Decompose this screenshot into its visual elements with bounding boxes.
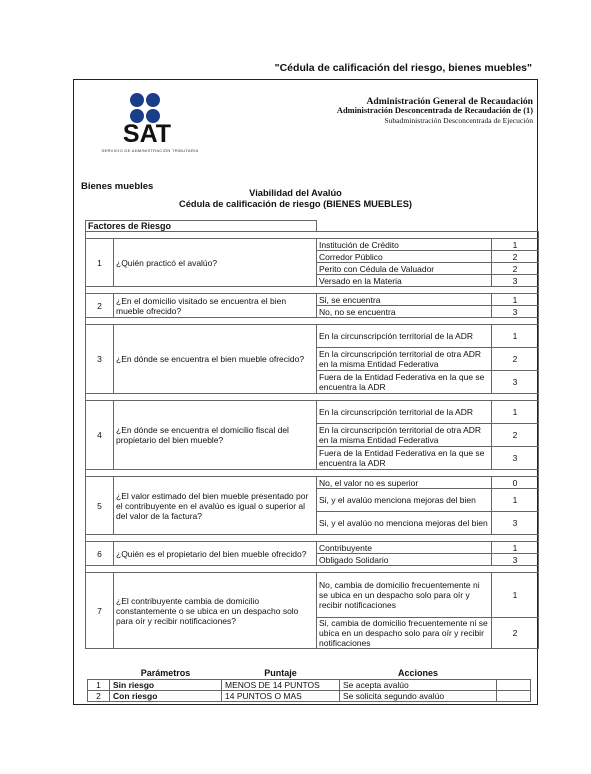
- factor-number: 7: [86, 573, 114, 649]
- option-label: Fuera de la Entidad Federativa en la que se encuentra la ADR: [317, 371, 492, 394]
- option-score: 2: [492, 251, 539, 263]
- option-score: 3: [492, 512, 539, 535]
- risk-factors-table: [85, 220, 539, 649]
- option-score: 3: [492, 275, 539, 287]
- option-label: Si, se encuentra: [317, 294, 492, 306]
- param-action: Se acepta avalúo: [340, 680, 497, 691]
- option-score: 1: [492, 239, 539, 251]
- document-title: "Cédula de calificación del riesgo, bienes muebles": [274, 62, 532, 74]
- param-header: Parámetros: [140, 668, 191, 678]
- option-label: Corredor Público: [317, 251, 492, 263]
- param-num: 1: [88, 680, 110, 691]
- header-line-3: Subadministración Desconcentrada de Ejecución: [384, 116, 533, 125]
- option-score: 2: [492, 618, 539, 649]
- param-name: Con riesgo: [110, 691, 222, 702]
- parameters-table: [87, 667, 531, 702]
- option-label: No, no se encuentra: [317, 306, 492, 318]
- option-label: Institución de Crédito: [317, 239, 492, 251]
- parameter-row: [88, 680, 531, 691]
- factor-number: 6: [86, 542, 114, 566]
- header-line-1: Administración General de Recaudación: [366, 96, 533, 107]
- option-label: En la circunscripción territorial de la ADR: [317, 325, 492, 348]
- factor-option-row: [86, 542, 539, 554]
- factor-question: ¿El contribuyente cambia de domicilio constantemente o se ubica en un despacho solo para oír y recibir notificaciones?: [114, 573, 317, 649]
- option-label: Obligado Solidario: [317, 554, 492, 566]
- option-score: 1: [492, 325, 539, 348]
- factor-number: 3: [86, 325, 114, 394]
- parameter-row: [88, 691, 531, 702]
- option-score: 3: [492, 371, 539, 394]
- factor-number: 5: [86, 477, 114, 535]
- option-score: 1: [492, 573, 539, 618]
- option-score: 3: [492, 306, 539, 318]
- section-label: Bienes muebles: [81, 181, 154, 192]
- param-score: 14 PUNTOS O MAS: [222, 691, 340, 702]
- option-label: En la circunscripción territorial de la ADR: [317, 401, 492, 424]
- factor-option-row: [86, 477, 539, 489]
- param-action: Se solicita segundo avalúo: [340, 691, 497, 702]
- factor-option-row: [86, 573, 539, 618]
- option-label: Versado en la Materia: [317, 275, 492, 287]
- factor-question: ¿Quién es el propietario del bien mueble ofrecido?: [114, 542, 317, 566]
- param-name: Sin riesgo: [110, 680, 222, 691]
- factor-option-row: [86, 401, 539, 424]
- option-label: Si, y el avalúo menciona mejoras del bien: [317, 489, 492, 512]
- option-label: Perito con Cédula de Valuador: [317, 263, 492, 275]
- option-label: En la circunscripción territorial de otra ADR en la misma Entidad Federativa: [317, 348, 492, 371]
- factor-number: 1: [86, 239, 114, 287]
- param-num: 2: [88, 691, 110, 702]
- option-score: 1: [492, 294, 539, 306]
- option-score: 3: [492, 447, 539, 470]
- param-score: MENOS DE 14 PUNTOS: [222, 680, 340, 691]
- factor-question: ¿En dónde se encuentra el domicilio fiscal del propietario del bien mueble?: [114, 401, 317, 470]
- factor-number: 4: [86, 401, 114, 470]
- factor-question: ¿El valor estimado del bien mueble presentado por el contribuyente en el avalúo es igual o superior al del valor de la factura?: [114, 477, 317, 535]
- option-score: 0: [492, 477, 539, 489]
- factor-option-row: [86, 325, 539, 348]
- option-score: 1: [492, 401, 539, 424]
- score-header: Puntaje: [264, 668, 297, 678]
- option-score: 3: [492, 554, 539, 566]
- option-label: No, cambia de domicilio frecuentemente ni se ubica en un despacho solo para oír y recibir notificaciones: [317, 573, 492, 618]
- option-label: No, el valor no es superior: [317, 477, 492, 489]
- option-score: 2: [492, 348, 539, 371]
- option-score: 1: [492, 542, 539, 554]
- option-label: Contribuyente: [317, 542, 492, 554]
- option-score: 1: [492, 489, 539, 512]
- logo-text: SAT: [122, 120, 172, 148]
- factors-header: Factores de Riesgo: [86, 221, 317, 232]
- logo-subtitle: SERVICIO DE ADMINISTRACIÓN TRIBUTARIA: [101, 148, 199, 153]
- option-label: Si, y el avalúo no menciona mejoras del bien: [317, 512, 492, 535]
- actions-header: Acciones: [397, 668, 439, 678]
- option-label: Si, cambia de domicilio frecuentemente ni se ubica en un despacho solo para oír y recibir notificaciones: [317, 618, 492, 649]
- header-line-2: Administración Desconcentrada de Recaudación de (1): [336, 106, 533, 115]
- factor-question: ¿Quién practicó el avalúo?: [114, 239, 317, 287]
- factor-option-row: [86, 294, 539, 306]
- heading-viabilidad: Viabilidad del Avalúo: [249, 188, 342, 198]
- option-label: En la circunscripción territorial de otra ADR en la misma Entidad Federativa: [317, 424, 492, 447]
- heading-cedula: Cédula de calificación de riesgo (BIENES MUEBLES): [179, 199, 412, 209]
- factor-option-row: [86, 239, 539, 251]
- option-score: 2: [492, 424, 539, 447]
- factor-number: 2: [86, 294, 114, 318]
- factors-header-row: [86, 221, 539, 232]
- sat-logo: [90, 92, 210, 156]
- option-score: 2: [492, 263, 539, 275]
- factor-question: ¿En el domicilio visitado se encuentra el bien mueble ofrecido?: [114, 294, 317, 318]
- option-label: Fuera de la Entidad Federativa en la que se encuentra la ADR: [317, 447, 492, 470]
- factor-question: ¿En dónde se encuentra el bien mueble ofrecido?: [114, 325, 317, 394]
